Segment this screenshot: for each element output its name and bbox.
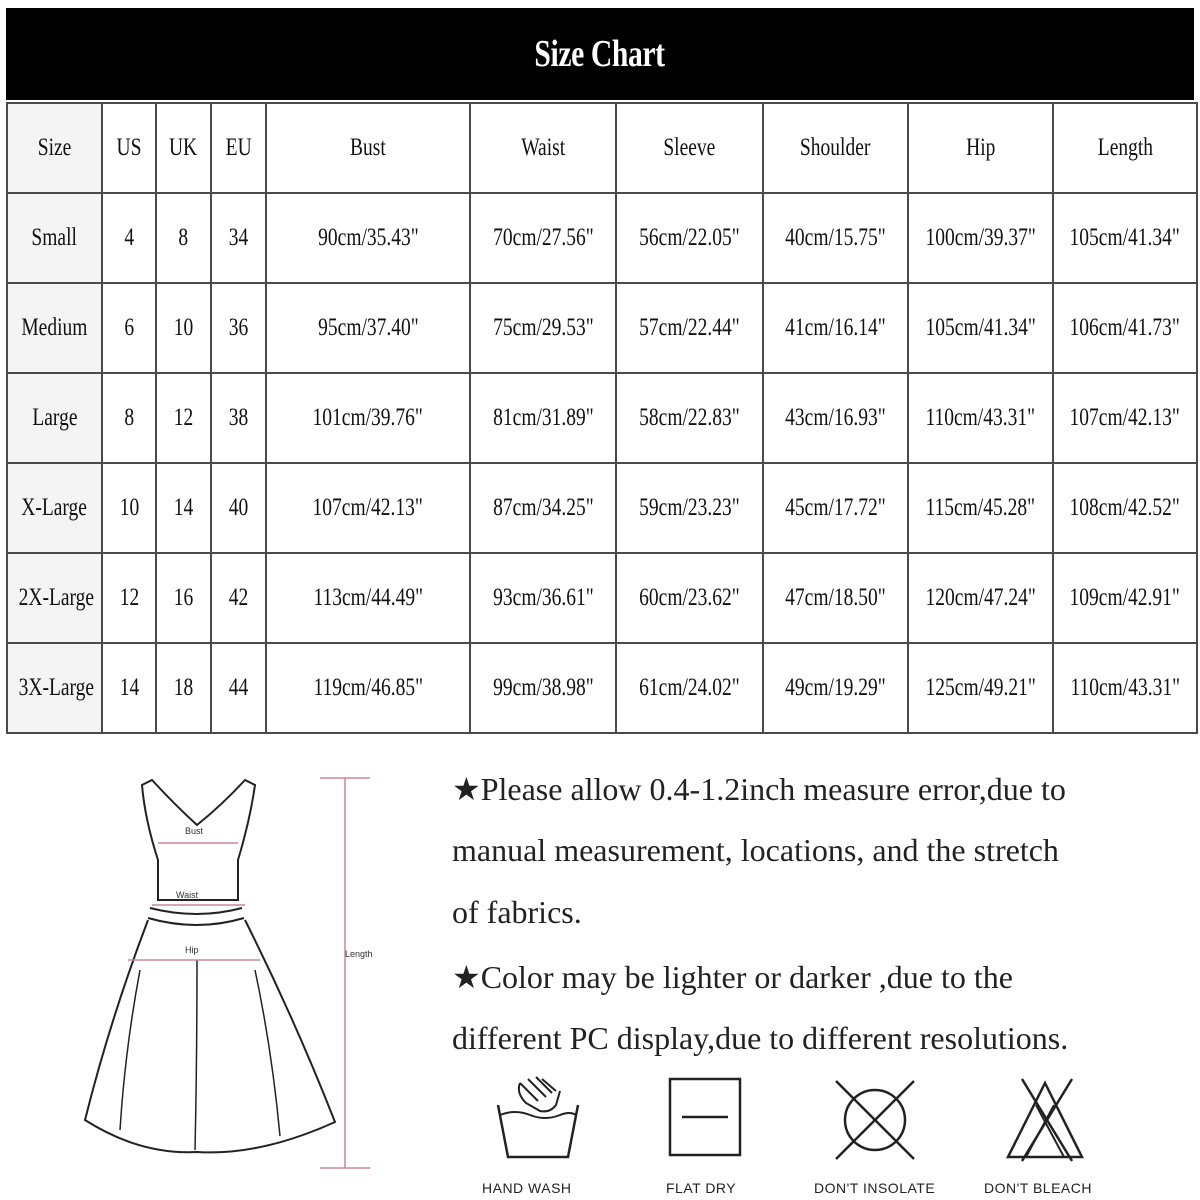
note-line-3: of fabrics. [452, 894, 582, 930]
waist-label: Waist [176, 890, 199, 900]
cell-length: 108cm/42.52" [1053, 463, 1197, 553]
header-size: Size [7, 103, 102, 193]
cell-uk: 16 [156, 553, 211, 643]
flat-dry-label: FLAT DRY [666, 1180, 737, 1196]
cell-length: 110cm/43.31" [1053, 643, 1197, 733]
cell-uk: 8 [156, 193, 211, 283]
hip-label: Hip [185, 945, 199, 955]
header-eu: EU [211, 103, 266, 193]
cell-shoulder: 49cm/19.29" [763, 643, 908, 733]
cell-length: 109cm/42.91" [1053, 553, 1197, 643]
cell-size: Small [7, 193, 102, 283]
cell-uk: 10 [156, 283, 211, 373]
cell-us: 6 [102, 283, 156, 373]
header-waist: Waist [470, 103, 616, 193]
cell-shoulder: 41cm/16.14" [763, 283, 908, 373]
dont-insolate-icon [830, 1075, 920, 1165]
cell-eu: 40 [211, 463, 266, 553]
cell-us: 4 [102, 193, 156, 283]
cell-size: 2X-Large [7, 553, 102, 643]
cell-waist: 93cm/36.61" [470, 553, 616, 643]
cell-waist: 81cm/31.89" [470, 373, 616, 463]
cell-waist: 99cm/38.98" [470, 643, 616, 733]
flat-dry-icon [668, 1075, 744, 1159]
note-line-4: ★Color may be lighter or darker ,due to the [452, 959, 1013, 995]
cell-shoulder: 47cm/18.50" [763, 553, 908, 643]
cell-sleeve: 59cm/23.23" [616, 463, 763, 553]
note-line-2: manual measurement, locations, and the stretch [452, 832, 1059, 868]
header-hip: Hip [908, 103, 1053, 193]
bust-label: Bust [185, 826, 204, 836]
hand-wash-icon [490, 1075, 586, 1165]
cell-shoulder: 45cm/17.72" [763, 463, 908, 553]
hand-wash-label: HAND WASH [482, 1180, 572, 1196]
cell-bust: 113cm/44.49" [266, 553, 470, 643]
dress-diagram [80, 760, 420, 1180]
cell-bust: 101cm/39.76" [266, 373, 470, 463]
cell-us: 10 [102, 463, 156, 553]
cell-sleeve: 57cm/22.44" [616, 283, 763, 373]
cell-hip: 100cm/39.37" [908, 193, 1053, 283]
cell-waist: 70cm/27.56" [470, 193, 616, 283]
table-row [7, 373, 1197, 463]
cell-uk: 18 [156, 643, 211, 733]
note-line-1: ★Please allow 0.4-1.2inch measure error,due to [452, 771, 1066, 807]
table-row [7, 193, 1197, 283]
cell-sleeve: 58cm/22.83" [616, 373, 763, 463]
table-row [7, 553, 1197, 643]
cell-shoulder: 40cm/15.75" [763, 193, 908, 283]
dont-bleach-icon [1000, 1075, 1090, 1165]
note-line-5: different PC display,due to different resolutions. [452, 1020, 1069, 1056]
dont-insolate-label: DON'T INSOLATE [814, 1180, 936, 1196]
cell-sleeve: 56cm/22.05" [616, 193, 763, 283]
cell-eu: 44 [211, 643, 266, 733]
cell-bust: 90cm/35.43" [266, 193, 470, 283]
cell-eu: 38 [211, 373, 266, 463]
size-chart-header [6, 8, 1194, 100]
cell-waist: 87cm/34.25" [470, 463, 616, 553]
cell-sleeve: 61cm/24.02" [616, 643, 763, 733]
header-sleeve: Sleeve [616, 103, 763, 193]
cell-size: X-Large [7, 463, 102, 553]
table-header-row [7, 103, 1197, 193]
cell-bust: 119cm/46.85" [266, 643, 470, 733]
header-bust: Bust [266, 103, 470, 193]
table-row [7, 463, 1197, 553]
cell-size: 3X-Large [7, 643, 102, 733]
cell-hip: 115cm/45.28" [908, 463, 1053, 553]
table-row [7, 643, 1197, 733]
length-label: Length [345, 949, 373, 959]
cell-hip: 120cm/47.24" [908, 553, 1053, 643]
cell-us: 12 [102, 553, 156, 643]
cell-uk: 14 [156, 463, 211, 553]
cell-us: 8 [102, 373, 156, 463]
table-row [7, 283, 1197, 373]
dress-outline-icon [80, 760, 420, 1180]
cell-eu: 36 [211, 283, 266, 373]
cell-sleeve: 60cm/23.62" [616, 553, 763, 643]
cell-size: Large [7, 373, 102, 463]
cell-eu: 42 [211, 553, 266, 643]
cell-waist: 75cm/29.53" [470, 283, 616, 373]
cell-shoulder: 43cm/16.93" [763, 373, 908, 463]
header-shoulder: Shoulder [763, 103, 908, 193]
cell-hip: 105cm/41.34" [908, 283, 1053, 373]
cell-bust: 95cm/37.40" [266, 283, 470, 373]
header-uk: UK [156, 103, 211, 193]
cell-length: 105cm/41.34" [1053, 193, 1197, 283]
cell-us: 14 [102, 643, 156, 733]
cell-hip: 125cm/49.21" [908, 643, 1053, 733]
cell-size: Medium [7, 283, 102, 373]
cell-length: 106cm/41.73" [1053, 283, 1197, 373]
size-chart-title: Size Chart [534, 33, 666, 75]
dont-bleach-label: DON'T BLEACH [984, 1180, 1092, 1196]
cell-hip: 110cm/43.31" [908, 373, 1053, 463]
cell-bust: 107cm/42.13" [266, 463, 470, 553]
cell-length: 107cm/42.13" [1053, 373, 1197, 463]
header-us: US [102, 103, 156, 193]
cell-eu: 34 [211, 193, 266, 283]
header-length: Length [1053, 103, 1197, 193]
size-table [6, 102, 1198, 734]
cell-uk: 12 [156, 373, 211, 463]
